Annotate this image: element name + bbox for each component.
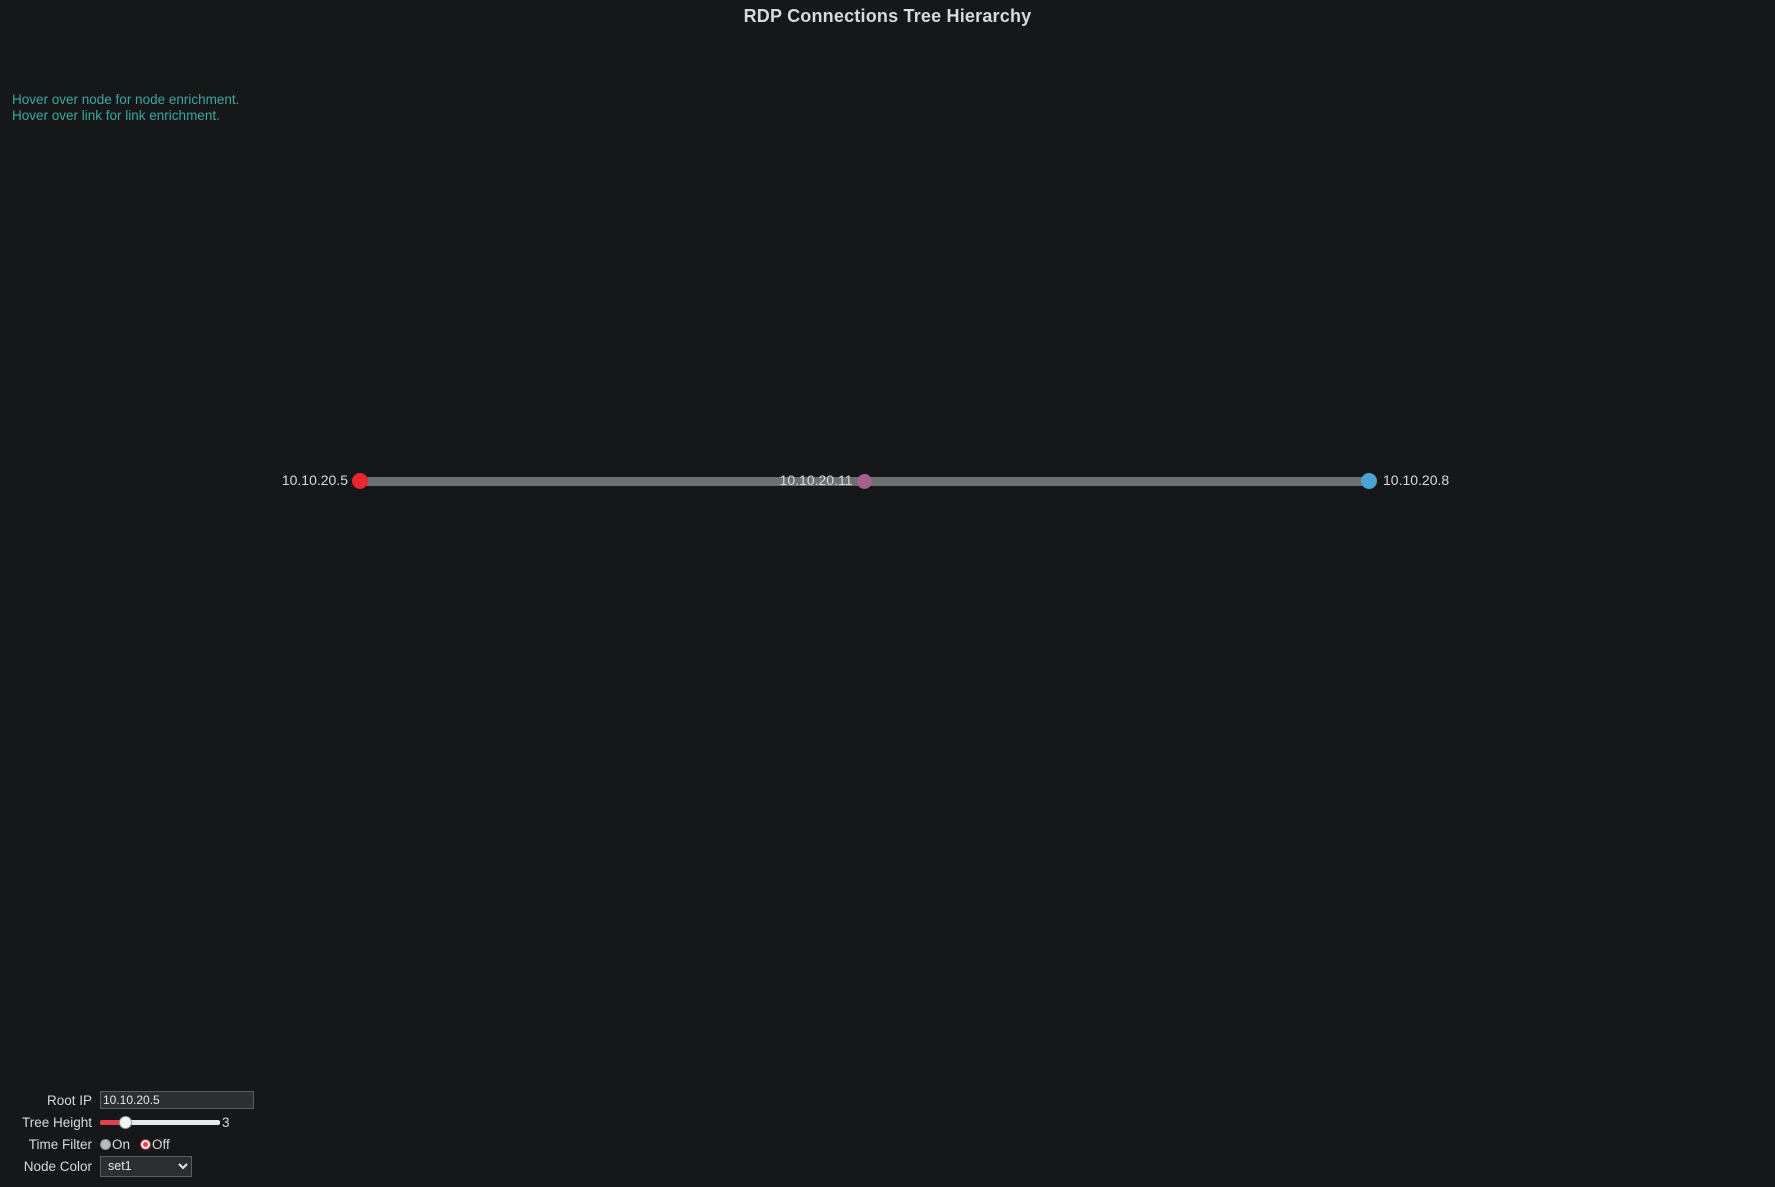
time-filter-radio-label-on[interactable]: On [112, 1136, 131, 1152]
time-filter-radio-group[interactable] [100, 1137, 180, 1152]
time-filter-option-off[interactable] [140, 1137, 170, 1152]
control-row-root-ip [0, 1089, 320, 1111]
tree-height-label: Tree Height [21, 1114, 92, 1130]
graph-link[interactable] [864, 477, 1369, 486]
control-row-tree-height [0, 1111, 320, 1133]
root-ip-input[interactable] [100, 1091, 254, 1109]
root-ip-label: Root IP [46, 1092, 92, 1108]
graph-node-label: 10.10.20.5 [281, 472, 348, 488]
hint-node-line: Hover over node for node enrichment. [12, 92, 240, 107]
time-filter-label: Time Filter [28, 1136, 92, 1152]
graph-node-label: 10.10.20.11 [779, 472, 853, 488]
control-row-time-filter [0, 1133, 320, 1155]
controls-panel [0, 1089, 320, 1177]
graph-node-label: 10.10.20.8 [1383, 472, 1450, 488]
time-filter-radio-label-off[interactable]: Off [152, 1136, 170, 1152]
time-filter-radio-off[interactable] [140, 1139, 151, 1150]
graph-node[interactable] [1361, 473, 1377, 489]
graph-node[interactable] [352, 473, 368, 489]
time-filter-radio-on[interactable] [100, 1139, 111, 1150]
page-title: RDP Connections Tree Hierarchy [743, 6, 1032, 26]
tree-height-value: 3 [222, 1114, 230, 1130]
node-color-label: Node Color [23, 1158, 92, 1174]
hint-link-line: Hover over link for link enrichment. [12, 107, 220, 123]
graph-node[interactable] [857, 474, 872, 489]
time-filter-option-on[interactable] [100, 1137, 130, 1152]
control-row-node-color [0, 1155, 320, 1177]
node-color-select[interactable] [100, 1156, 192, 1177]
tree-height-slider[interactable] [100, 1115, 220, 1129]
